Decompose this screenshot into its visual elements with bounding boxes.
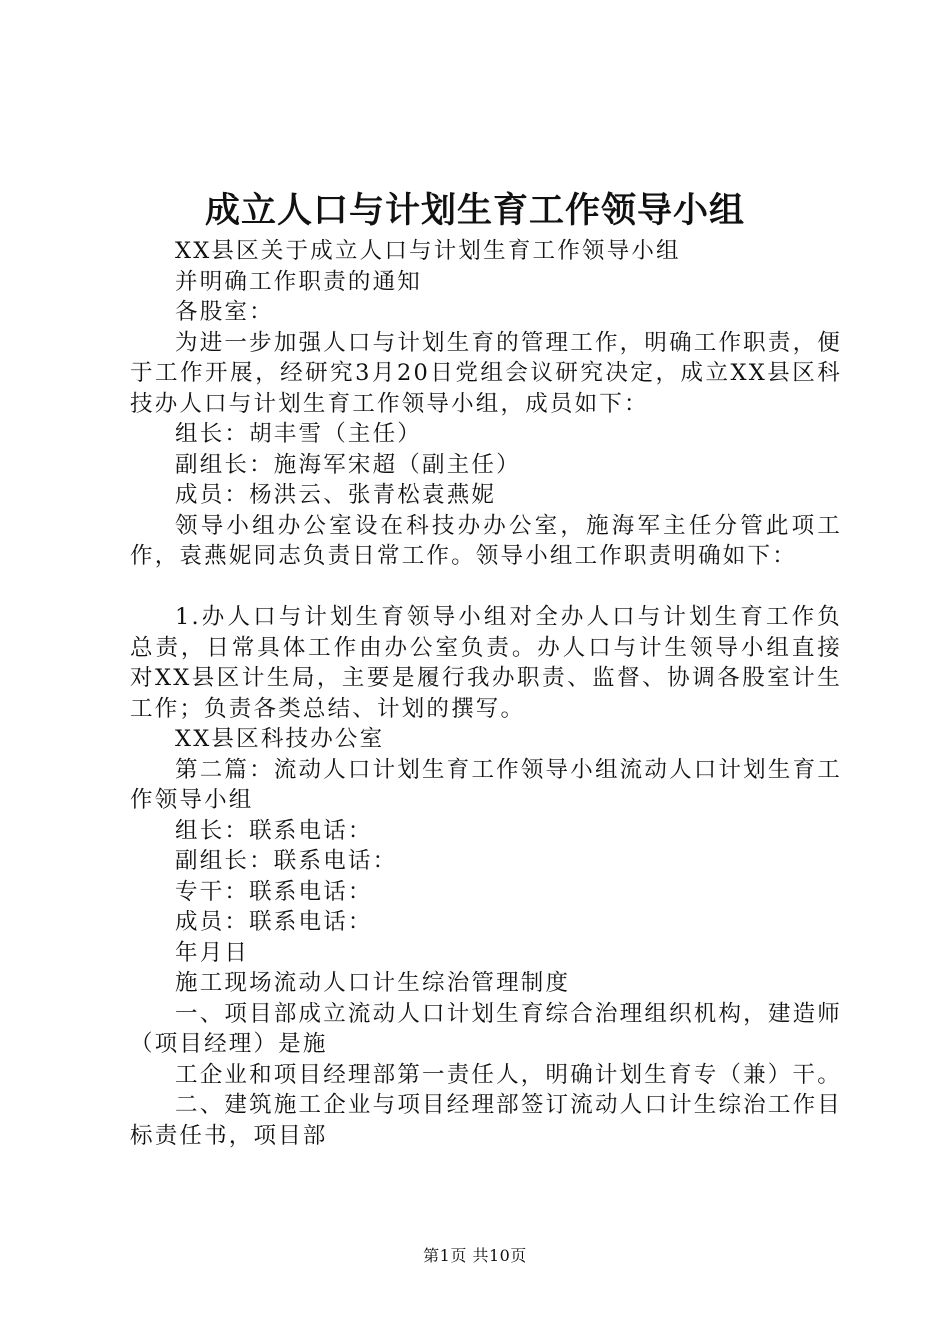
contact-line: 成员：联系电话： <box>175 909 373 935</box>
paragraph: 领导小组办公室设在科技办办公室，施海军主任分管此项工作，袁燕妮同志负责日常工作。领导小组工作职责明确如下： <box>130 512 842 569</box>
page-number: 第1页 共10页 <box>423 1246 527 1265</box>
document-title: 成立人口与计划生育工作领导小组 <box>204 190 745 231</box>
section-heading: 第二篇：流动人口计划生育工作领导小组流动人口计划生育工作领导小组 <box>130 756 842 813</box>
notice-heading-line-2: 并明确工作职责的通知 <box>175 268 423 295</box>
member-line-members: 成员：杨洪云、张青松袁燕妮 <box>175 482 497 508</box>
salutation: 各股室： <box>175 299 274 325</box>
paragraph: 工企业和项目经理部第一责任人，明确计划生育专（兼）干。 <box>175 1061 842 1088</box>
paragraph: 一、项目部成立流动人口计划生育综合治理组织机构，建造师（项目经理）是施 <box>130 1000 842 1057</box>
paragraph: 二、建筑施工企业与项目经理部签订流动人口计生综治工作目标责任书，项目部 <box>130 1092 842 1149</box>
section-heading: 施工现场流动人口计生综治管理制度 <box>175 970 571 996</box>
notice-heading-line-1: XX县区关于成立人口与计划生育工作领导小组 <box>175 238 681 264</box>
contact-line: 专干：联系电话： <box>175 878 373 905</box>
paragraph: 为进一步加强人口与计划生育的管理工作，明确工作职责，便于工作开展，经研究3月20日党组会议研究决定，成立XX县区科技办人口与计划生育工作领导小组，成员如下： <box>130 329 842 417</box>
blank-line <box>130 572 842 603</box>
signature-line: XX县区科技办公室 <box>175 726 385 752</box>
paragraph: 1.办人口与计划生育领导小组对全办人口与计划生育工作负总责，日常具体工作由办公室负责。办人口与计生领导小组直接对XX县区计生局，主要是履行我办职责、监督、协调各股室计生工作；负责各类总结、计划的撰写。 <box>130 604 842 722</box>
date-line: 年月日 <box>175 939 250 966</box>
member-line-leader: 组长：胡丰雪（主任） <box>175 421 423 447</box>
member-line-deputy: 副组长：施海军宋超（副主任） <box>175 451 521 478</box>
contact-line: 副组长：联系电话： <box>175 848 398 874</box>
document-body <box>130 236 842 1151</box>
contact-line: 组长：联系电话： <box>175 817 373 844</box>
